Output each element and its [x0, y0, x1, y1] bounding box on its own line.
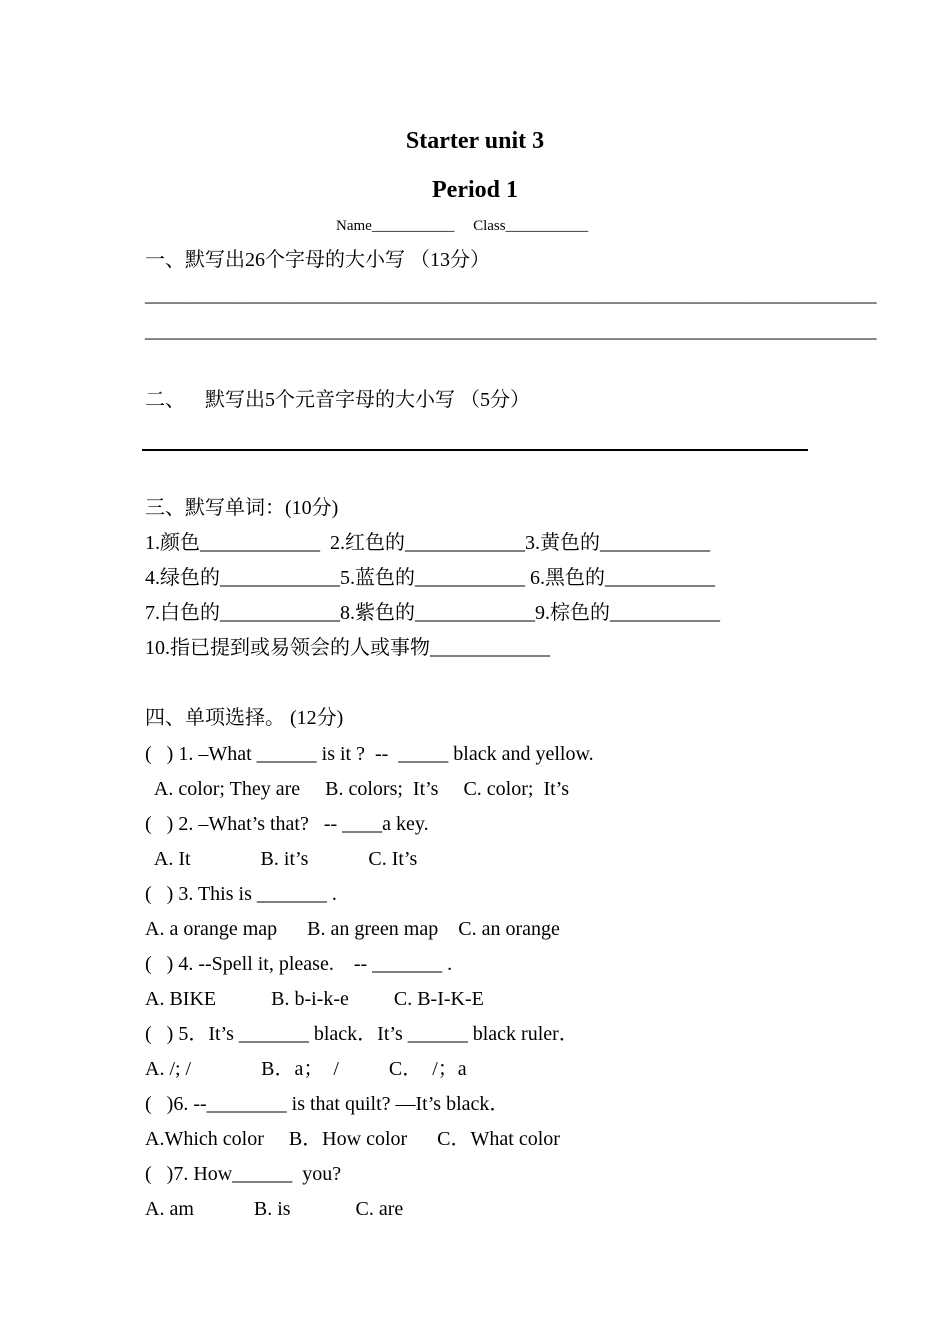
question-3: ( ) 3. This is _______ .	[145, 883, 337, 905]
section1-answer-line-1: _____________________________________________________________________________	[145, 285, 877, 306]
section1-heading: 一、默写出26个字母的大小写 （13分）	[145, 249, 490, 271]
question-5: ( ) 5．It’s _______ black．It’s ______ black ruler．	[145, 1023, 579, 1045]
question-1-options: A. color; They are B. colors; It’s C. color; It’s	[145, 778, 570, 800]
section3-heading: 三、默写单词：(10分)	[145, 497, 339, 519]
page-subtitle: Period 1	[432, 177, 518, 203]
question-2-options: A. It B. it’s C. It’s	[145, 848, 418, 870]
question-2: ( ) 2. –What’s that? -- ____a key.	[145, 813, 429, 835]
section2-answer-line	[142, 449, 808, 451]
question-7-options: A. am B. is C. are	[145, 1198, 404, 1220]
question-3-options: A. a orange map B. an green map C. an orange	[145, 918, 560, 940]
section4-heading: 四、单项选择。 (12分)	[145, 707, 344, 729]
section1-answer-line-2: _____________________________________________________________________________	[145, 321, 877, 342]
section3-row-1: 1.颜色____________ 2.红色的____________3.黄色的___________	[145, 532, 710, 554]
question-6-options: A.Which color B．How color C．What color	[145, 1128, 560, 1150]
question-1: ( ) 1. –What ______ is it ? -- _____ black and yellow.	[145, 743, 594, 765]
section2-heading: 二、 默写出5个元音字母的大小写 （5分）	[145, 389, 530, 411]
question-7: ( )7. How______ you?	[145, 1163, 342, 1185]
page-title: Starter unit 3	[405, 128, 545, 154]
section3-row-3: 7.白色的____________8.紫色的____________9.棕色的___________	[145, 602, 720, 624]
question-5-options: A. /; / B．a； / C． /；a	[145, 1058, 467, 1080]
section3-row-2: 4.绿色的____________5.蓝色的___________ 6.黑色的___________	[145, 567, 715, 589]
question-4-options: A. BIKE B. b-i-k-e C. B-I-K-E	[145, 988, 484, 1010]
section3-row-4: 10.指已提到或易领会的人或事物____________	[145, 637, 550, 659]
name-class-fields: Name___________ Class___________	[336, 218, 589, 234]
question-4: ( ) 4. --Spell it, please. -- _______ .	[145, 953, 453, 975]
question-6: ( )6. --________ is that quilt? —It’s black．	[145, 1093, 510, 1115]
